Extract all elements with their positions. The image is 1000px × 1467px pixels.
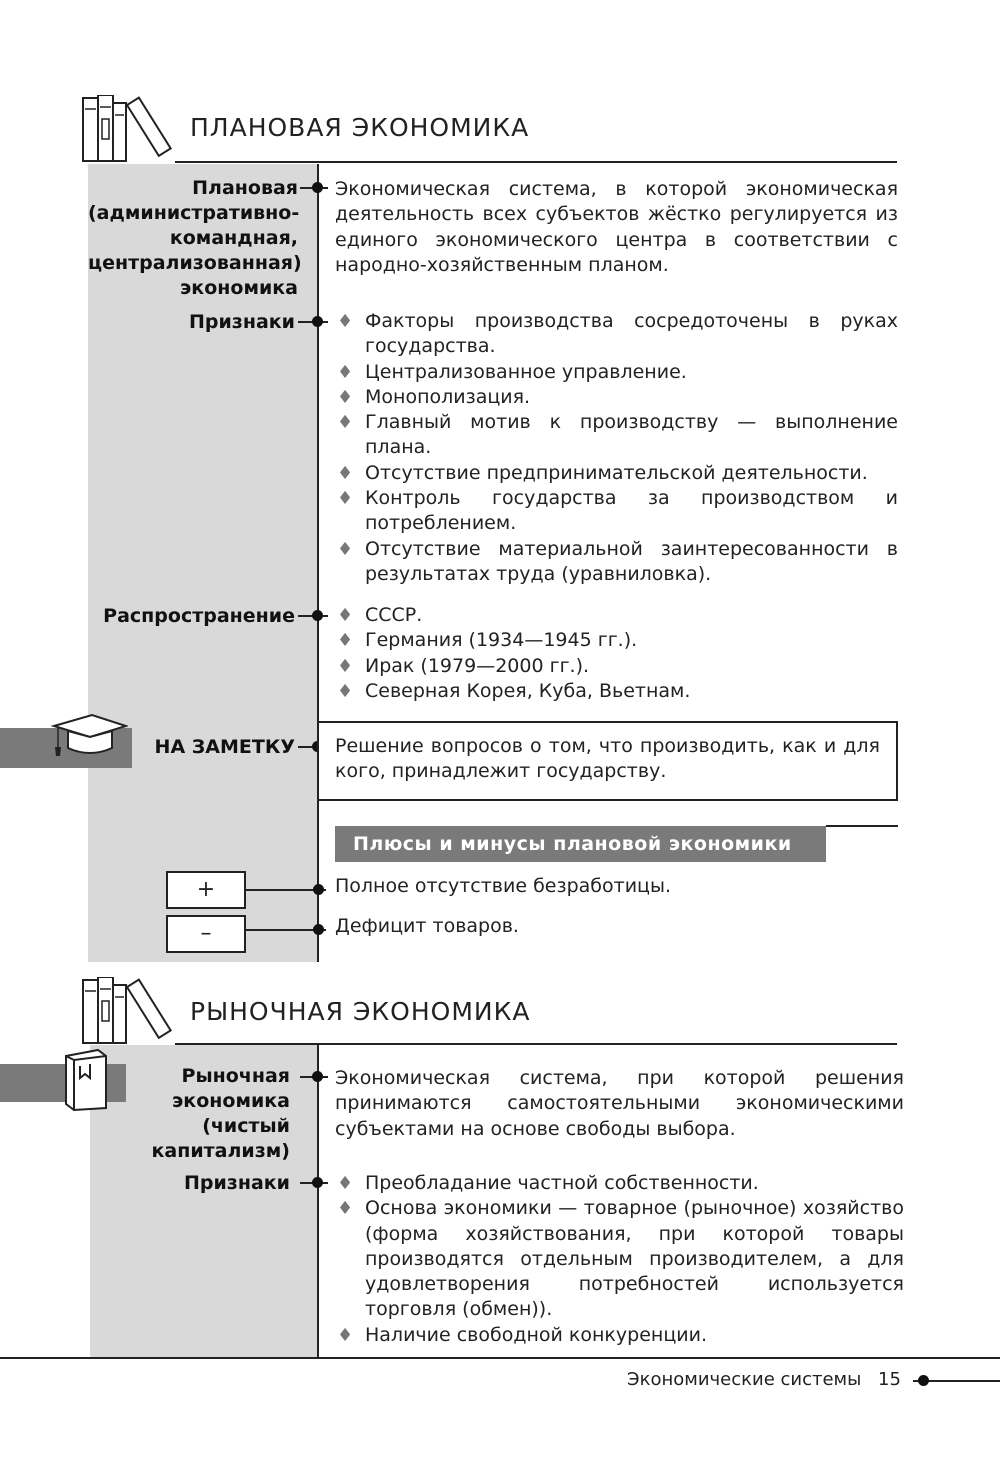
- list-item: ♦ Ирак (1979—2000 гг.).: [335, 654, 898, 679]
- list-item: ♦ Факторы производства сосредоточены в руках государства.: [335, 309, 898, 360]
- connector-dot: [313, 884, 324, 895]
- column-divider-planned: [317, 164, 319, 962]
- column-divider-market: [317, 1045, 319, 1358]
- section-title-market: РЫНОЧНАЯ ЭКОНОМИКА: [190, 997, 531, 1026]
- books-icon: [80, 95, 175, 165]
- minus-text: Дефицит товаров.: [335, 915, 519, 937]
- spread-label-planned: Распространение: [103, 605, 295, 627]
- list-item: ♦ Контроль государства за производством и потреблением.: [335, 486, 898, 537]
- definition-text-market: Экономическая система, при которой решения принимаются самостоятельными экономическими субъектами на основе свободы выбора.: [335, 1067, 904, 1140]
- definition-label-market: Рыночная экономика (чистый капитализм): [151, 1065, 290, 1162]
- list-item: ♦ Отсутствие материальной заинтересованности в результатах труда (уравниловка).: [335, 537, 898, 588]
- pros-cons-title: Плюсы и минусы плановой экономики: [353, 833, 792, 855]
- connector-dot: [312, 1071, 323, 1082]
- connector-dot: [313, 924, 324, 935]
- banner-rule: [826, 825, 898, 827]
- connector-dot: [312, 316, 323, 327]
- definition-text-planned: Экономическая система, в которой экономическая деятельность всех субъектов жёстко регулируется из единого экономического центра в соответствии с народно-хозяйственным планом.: [335, 178, 898, 276]
- connector-dot: [312, 1177, 323, 1188]
- section-title-planned: ПЛАНОВАЯ ЭКОНОМИКА: [190, 113, 530, 142]
- pros-cons-banner: [335, 826, 826, 862]
- features-label-market: Признаки: [183, 1172, 290, 1194]
- plus-sign-box: +: [166, 871, 246, 909]
- list-item: ♦ Основа экономики — товарное (рыночное) хозяйство (форма хозяйствования, при которой товары производятся отдельным производителем, а для удовлетворения потребностей используется торговля (обмен)).: [335, 1196, 904, 1322]
- footer-dot: [918, 1375, 929, 1386]
- features-list-planned: [335, 309, 898, 587]
- list-item: ♦ СССР.: [335, 603, 898, 628]
- list-item: ♦ Монополизация.: [335, 385, 898, 410]
- page-number: 15: [878, 1369, 901, 1390]
- list-item: ♦ Преобладание частной собственности.: [335, 1171, 904, 1196]
- connector-dot: [312, 182, 323, 193]
- note-label: НА ЗАМЕТКУ: [154, 736, 295, 758]
- page-bottom-rule: [0, 1357, 1000, 1359]
- section-rule-planned: [175, 161, 897, 163]
- note-text: Решение вопросов о том, что производить, как и для кого, принадлежит государству.: [335, 735, 880, 783]
- features-list-market: [335, 1171, 904, 1348]
- connector-dot: [312, 610, 323, 621]
- minus-sign-box: –: [166, 915, 246, 953]
- graduation-cap-icon: [50, 712, 128, 762]
- list-item: ♦ Отсутствие предпринимательской деятельности.: [335, 461, 898, 486]
- plus-text: Полное отсутствие безработицы.: [335, 875, 672, 897]
- books-icon: [80, 977, 175, 1047]
- list-item: ♦ Централизованное управление.: [335, 360, 898, 385]
- list-item: ♦ Германия (1934—1945 гг.).: [335, 628, 898, 653]
- footer-chapter: Экономические системы: [627, 1369, 862, 1390]
- features-label-planned: Признаки: [188, 311, 295, 333]
- list-item: ♦ Главный мотив к производству — выполнение плана.: [335, 410, 898, 461]
- list-item: ♦ Северная Корея, Куба, Вьетнам.: [335, 679, 898, 704]
- spread-list-planned: [335, 603, 898, 704]
- definition-label-planned: Плановая (административно- командная, централизованная) экономика: [88, 177, 302, 299]
- list-item: ♦ Наличие свободной конкуренции.: [335, 1323, 904, 1348]
